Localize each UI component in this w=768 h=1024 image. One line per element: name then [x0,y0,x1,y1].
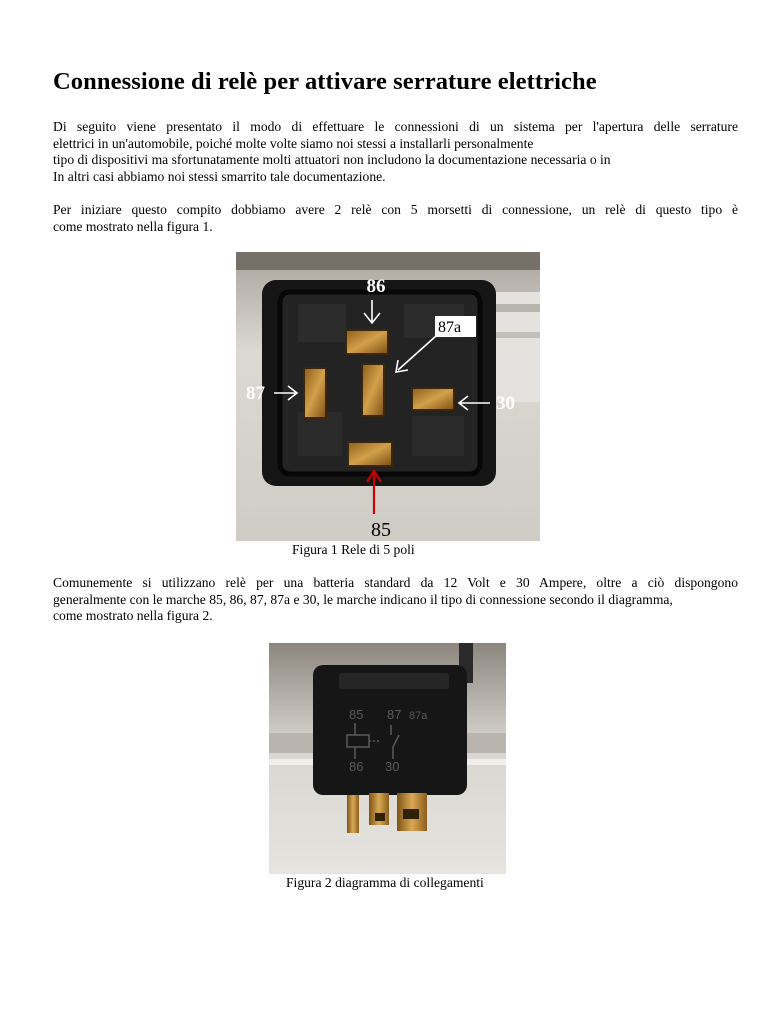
text-line: tipo di dispositivi ma sfortunatamente molti attuatori non includono la documentazione necessaria o in [53,152,611,167]
text-line: In altri casi abbiamo noi stessi smarrito tale documentazione. [53,168,386,184]
figure-1-caption: Figura 1 Rele di 5 poli [292,542,415,557]
relay-diagram-photo-figure-2 [269,643,506,874]
terminal-87a [362,364,384,416]
relay-photo-figure-1 [236,252,540,541]
text-line: elettrici in un'automobile, poiché molte volte siamo noi stessi a installarli personalmente [53,135,534,151]
text-line: generalmente con le marche 85, 86, 87, 87a e 30, le marche indicano il tipo di connessione secondo il diagramma, [53,591,673,607]
relay-diagram-photo [269,643,506,874]
relay-photo [236,252,540,541]
text-line: come mostrato nella figura 1. [53,218,213,234]
marking-30: 30 [385,759,400,774]
marking-86: 86 [349,759,364,774]
marking-85: 85 [349,707,364,722]
text-line: Per iniziare questo compito dobbiamo avere 2 relè con 5 morsetti di connessione, un relè di questo tipo è [53,202,738,217]
page-title: Connessione di relè per attivare serrature elettriche [53,68,597,95]
label-85: 85 [371,519,391,541]
label-87: 87 [246,383,265,404]
label-87a: 87a [438,319,462,336]
relay-requirement-paragraph [53,202,738,235]
pin-left [347,795,359,833]
terminal-86 [346,330,388,354]
label-30: 30 [496,393,515,414]
terminal-85 [348,442,392,466]
marking-87: 87 [387,707,402,722]
text-line: Comunemente si utilizzano relè per una batteria standard da 12 Volt e 30 Ampere, oltre a ciò dispongono [53,575,738,590]
text-line: Di seguito viene presentato il modo di effettuare le connessioni di un sistema per l'apertura delle serrature [53,119,738,134]
relay-ratings-paragraph [53,575,738,625]
terminal-87 [304,368,326,418]
intro-paragraph [53,119,738,185]
marking-87a: 87a [409,710,428,722]
text-line: come mostrato nella figura 2. [53,608,213,623]
terminal-30 [412,388,454,410]
figure-2-caption: Figura 2 diagramma di collegamenti [286,875,484,890]
label-86: 86 [366,276,386,297]
